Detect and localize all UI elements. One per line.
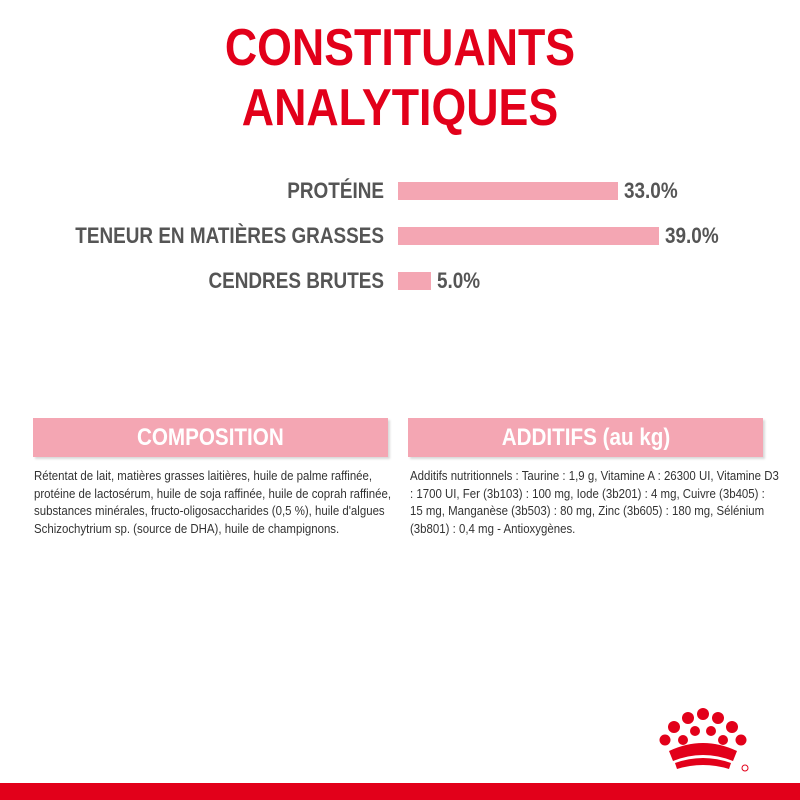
composition-text: Rétentat de lait, matières grasses laitières, huile de palme raffinée, protéine de lactosérum, huile de soja raffinée, huile de coprah raffinée, substances minérales, fructo-oligosaccharides (0,5 %), huile d'algues Schizochytrium sp. (source de DHA), huile de champignons. — [34, 468, 392, 536]
bar-ash — [398, 272, 431, 290]
composition-heading: COMPOSITION — [33, 418, 388, 457]
bar-label-protein: PROTÉINE — [287, 178, 384, 203]
page-title — [56, 18, 744, 138]
bar-value-protein: 33.0% — [624, 178, 679, 203]
additifs-heading: ADDITIFS (au kg) — [408, 418, 763, 457]
title-line-1: CONSTITUANTS — [224, 19, 576, 77]
bar-value-fat: 39.0% — [664, 223, 719, 248]
bottom-brand-band — [0, 783, 800, 800]
crown-icon — [655, 705, 751, 775]
bar-label-fat: TENEUR EN MATIÈRES GRASSES — [75, 223, 384, 248]
bar-label-ash: CENDRES BRUTES — [208, 268, 384, 293]
bar-fat — [398, 227, 659, 245]
title-line-2: ANALYTIQUES — [241, 79, 559, 137]
bar-protein — [398, 182, 618, 200]
bar-value-ash: 5.0% — [437, 268, 481, 293]
additifs-text: Additifs nutritionnels : Taurine : 1,9 g, Vitamine A : 26300 UI, Vitamine D3 : 1700 UI, Fer (3b103) : 100 mg, Iode (3b201) : 4 mg, Cuivre (3b405) : 15 mg, Manganèse (3b503) : 80 mg, Zinc (3b605) : 180 mg, Sélénium (3b801) : 0,4 mg - Antioxygènes. — [410, 468, 779, 536]
